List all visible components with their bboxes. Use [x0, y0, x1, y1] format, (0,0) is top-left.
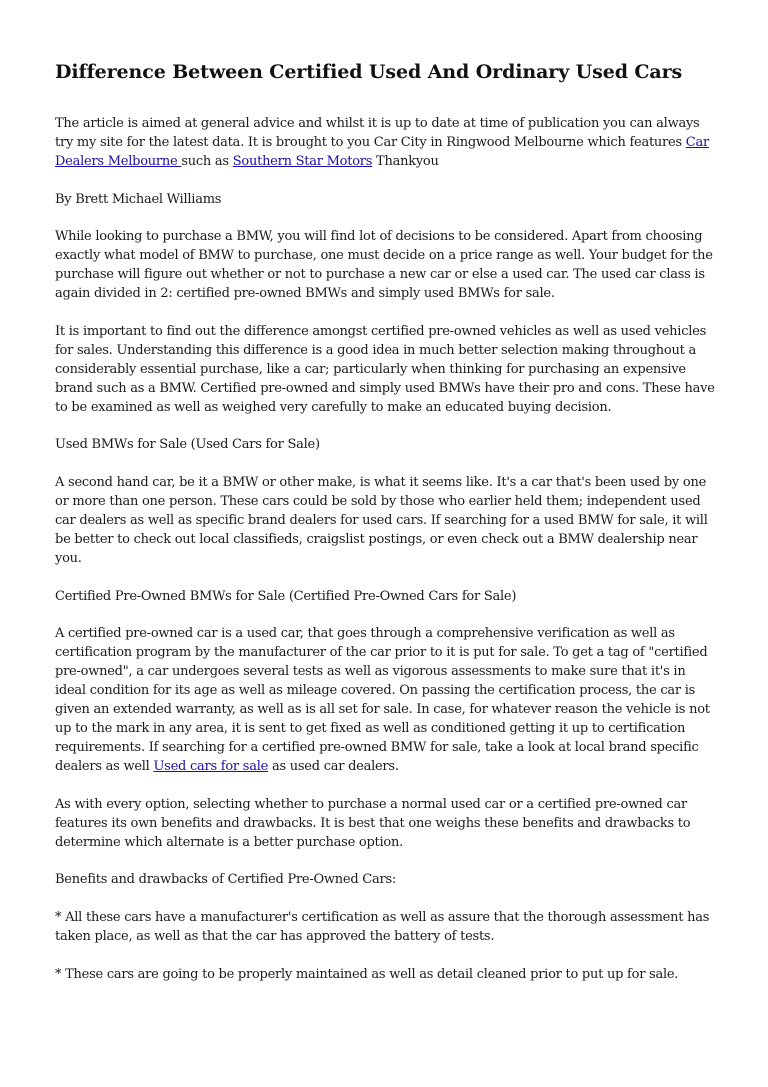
- car-dealers-melbourne-link[interactable]: Car Dealers Melbourne: [55, 135, 709, 169]
- document-title: Difference Between Certified Used And Ordinary Used Cars: [55, 61, 683, 83]
- intro-text-1: The article is aimed at general advice and whilst it is up to date at time of publication you can always try my site for the latest data. It is brought to you Car City in Ringwood Melbourne which features: [55, 116, 700, 150]
- benefit-item: * These cars are going to be properly maintained as well as detail cleaned prior to put up for sale.: [55, 966, 679, 982]
- paragraph-bmw-decisions: While looking to purchase a BMW, you will find lot of decisions to be considered. Apart from choosing exactly what model of BMW to purchase, one must decide on a price range as well. Your budget for the purchase will figure out whether or not to purchase a new car or else a used car. The used car class is again divided in 2: certified pre-owned BMWs and simply used BMWs for sale.: [55, 229, 713, 302]
- intro-paragraph: [55, 114, 715, 171]
- paragraph-certified-explained: [55, 624, 715, 776]
- used-cars-for-sale-link[interactable]: Used cars for sale: [153, 759, 269, 775]
- paragraph-difference: It is important to find out the difference amongst certified pre-owned vehicles as well as used vehicles for sales. Understanding this difference is a good idea in much better selection making throughout a considerably essential purchase, like a car; particularly when thinking for purchasing an expensive brand such as a BMW. Certified pre-owned and simply used BMWs have their pro and cons. These have to be examined as well as weighed very carefully to make an educated buying decision.: [55, 323, 715, 415]
- heading-used-bmws: Used BMWs for Sale (Used Cars for Sale): [55, 437, 320, 453]
- intro-text-3: Thankyou: [372, 154, 439, 169]
- southern-star-motors-link[interactable]: Southern Star Motors: [232, 154, 373, 169]
- paragraph-options: As with every option, selecting whether to purchase a normal used car or a certified pre-owned car features its own benefits and drawbacks. It is best that one weighs these benefits and drawbacks to determine which alternate is a better purchase option.: [55, 796, 691, 850]
- paragraph-second-hand: A second hand car, be it a BMW or other make, is what it seems like. It's a car that's been used by one or more than one person. These cars could be sold by those who earlier held them; independent used car dealers as well as specific brand dealers for used cars. If searching for a used BMW for sale, it will be better to check out local classifieds, craigslist postings, or even check out a BMW dealership near you.: [55, 474, 708, 566]
- heading-benefits: Benefits and drawbacks of Certified Pre-Owned Cars:: [55, 872, 397, 888]
- certified-text-2: as used car dealers.: [268, 759, 399, 775]
- heading-certified-bmws: Certified Pre-Owned BMWs for Sale (Certified Pre-Owned Cars for Sale): [55, 588, 517, 604]
- document-page: [55, 58, 715, 1002]
- intro-text-2: such as: [181, 154, 233, 169]
- benefit-item: * All these cars have a manufacturer's certification as well as assure that the thorough assessment has taken place, as well as that the car has approved the battery of tests.: [55, 909, 710, 944]
- byline: By Brett Michael Williams: [55, 191, 222, 207]
- certified-text-1: A certified pre-owned car is a used car, that goes through a comprehensive verification as well as certification program by the manufacturer of the car prior to it is put for sale. To get a tag of "certified pre-owned", a car undergoes several tests as well as vigorous assessments to make sure that it's in ideal condition for its age as well as mileage covered. On passing the certification process, the car is given an extended warranty, as well as is all set for sale. In case, for whatever reason the vehicle is not up to the mark in any area, it is sent to get fixed as well as conditioned getting it up to certification requirements. If searching for a certified pre-owned BMW for sale, take a look at local brand specific dealers as well: [55, 626, 710, 775]
